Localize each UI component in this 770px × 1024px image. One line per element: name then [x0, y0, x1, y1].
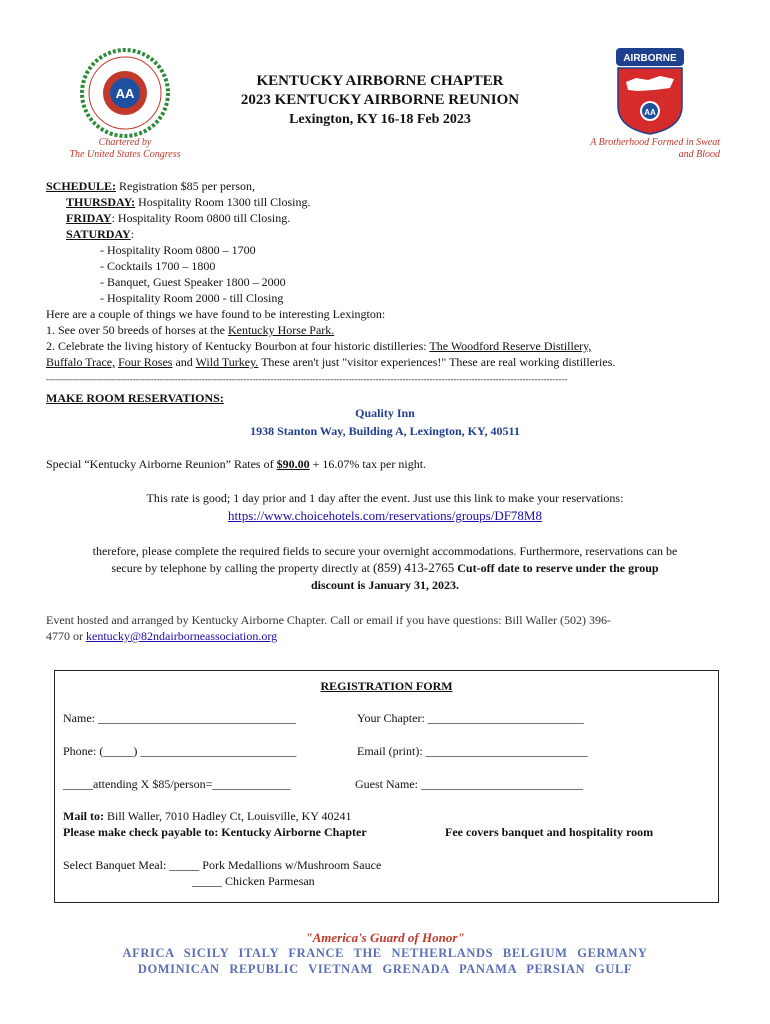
chartered-by-caption: [40, 137, 210, 161]
fee-coverage-text: Fee covers banquet and hospitality room: [445, 825, 654, 839]
brotherhood-line-2: and Blood: [678, 149, 720, 160]
chartered-line-1: Chartered by: [98, 137, 152, 148]
room-rate: $90.00: [276, 457, 310, 471]
chapter-field[interactable]: Your Chapter: __________________________: [357, 711, 584, 725]
svg-text:AIRBORNE: AIRBORNE: [623, 53, 677, 64]
cutoff-text-1: Cut-off date to reserve under the group: [454, 561, 659, 575]
and-text: and: [172, 355, 196, 369]
guard-of-honor-motto: "America's Guard of Honor": [305, 930, 465, 945]
cutoff-text-2: discount is January 31, 2023.: [310, 578, 460, 592]
saturday-line: [66, 226, 134, 242]
things-item-1: [46, 322, 334, 338]
things-item-2: [46, 338, 591, 354]
name-field[interactable]: Name: _________________________________: [63, 711, 296, 725]
hotel-address: 1938 Stanton Way, Building A, Lexington, KY, 40511: [250, 424, 520, 438]
guest-name-field[interactable]: Guest Name: ___________________________: [355, 777, 583, 791]
check-payable-text: Please make check payable to: Kentucky Airborne Chapter: [63, 825, 367, 839]
things-item-1-text: 1. See over 50 breeds of horses at the: [46, 323, 228, 337]
campaign-countries-line-1: AFRICA SICILY ITALY FRANCE THE NETHERLANDS BELGIUM GERMANY: [122, 946, 648, 960]
reservation-instructions-line-1: therefore, please complete the required fields to secure your overnight accommodations. Furthermore, reservations can be: [92, 544, 678, 558]
registration-form-title: REGISTRATION FORM: [320, 679, 453, 693]
things-item-2-text: 2. Celebrate the living history of Kentucky Bourbon at four historic distilleries:: [46, 339, 430, 353]
campaign-countries-line-2: DOMINICAN REPUBLIC VIETNAM GRENADA PANAMA PERSIAN GULF: [137, 962, 633, 976]
things-intro: Here are a couple of things we have found to be interesting Lexington:: [46, 307, 386, 321]
svg-text:AA: AA: [115, 86, 135, 101]
schedule-label: SCHEDULE:: [46, 179, 117, 193]
saturday-item: - Banquet, Guest Speaker 1800 – 2000: [100, 275, 286, 289]
title-location-dates: Lexington, KY 16-18 Feb 2023: [289, 112, 471, 127]
phone-field[interactable]: Phone: (_____) __________________________: [63, 744, 297, 758]
contact-email-link[interactable]: kentucky@82ndairborneassociation.org: [86, 629, 278, 643]
reservation-link-row: [0, 508, 770, 524]
things-item-2-suffix: These aren't just "visitor experiences!" These are real working distilleries.: [258, 355, 616, 369]
email-field[interactable]: Email (print): ___________________________: [357, 744, 588, 758]
reservations-heading: MAKE ROOM RESERVATIONS:: [46, 391, 224, 405]
airborne-kentucky-shield-logo: [614, 46, 686, 136]
saturday-label: SATURDAY: [66, 227, 131, 241]
reservation-instructions-line-2: [0, 560, 770, 576]
svg-text:AA: AA: [644, 108, 656, 117]
call-property-text: secure by telephone by calling the property directly at: [111, 561, 373, 575]
friday-label: FRIDAY: [66, 211, 112, 225]
schedule-line: [46, 178, 255, 194]
woodford-reserve-link[interactable]: The Woodford Reserve Distillery,: [429, 339, 592, 353]
mail-to-line: [63, 809, 352, 824]
brotherhood-line-1: A Brotherhood Formed in Sweat: [590, 137, 720, 148]
saturday-item: - Hospitality Room 2000 - till Closing: [100, 291, 284, 305]
attending-count-field[interactable]: _____attending X $85/person=_____________: [63, 777, 291, 791]
thursday-text: Hospitality Room 1300 till Closing.: [135, 195, 311, 209]
contact-phone-suffix: 4770 or: [46, 629, 86, 643]
special-rate-line: [46, 456, 426, 472]
saturday-colon: :: [130, 227, 135, 241]
saturday-item: - Cocktails 1700 – 1800: [100, 259, 216, 273]
saturday-item: - Hospitality Room 0800 – 1700: [100, 243, 256, 257]
special-rate-text: Special “Kentucky Airborne Reunion” Rates of: [46, 457, 277, 471]
friday-text: : Hospitality Room 0800 till Closing.: [111, 211, 291, 225]
wild-turkey-link[interactable]: Wild Turkey.: [195, 355, 259, 369]
rate-validity-text: This rate is good; 1 day prior and 1 day after the event. Just use this link to make your reservations:: [146, 491, 624, 505]
title-reunion: 2023 KENTUCKY AIRBORNE REUNION: [240, 92, 520, 108]
kentucky-horse-park-link[interactable]: Kentucky Horse Park.: [227, 323, 335, 337]
reservation-url-link[interactable]: https://www.choicehotels.com/reservations/groups/DF78M8: [227, 508, 542, 523]
banquet-meal-option-pork[interactable]: Select Banquet Meal: _____ Pork Medallions w/Mushroom Sauce: [63, 858, 382, 872]
title-chapter: KENTUCKY AIRBORNE CHAPTER: [256, 73, 504, 89]
mail-to-label: Mail to:: [63, 809, 104, 823]
dashed-divider: ------------------------------------------------------------------------------------------------------------------------------------------------------------------------------: [46, 374, 568, 384]
things-item-2-continued: [46, 354, 615, 370]
mail-address: Bill Waller, 7010 Hadley Ct, Louisville, KY 40241: [104, 809, 352, 823]
buffalo-trace-link[interactable]: Buffalo Trace,: [46, 355, 116, 369]
chartered-line-2: The United States Congress: [69, 149, 181, 160]
registration-fee-text: Registration $85 per person,: [116, 179, 255, 193]
four-roses-link[interactable]: Four Roses: [118, 355, 173, 369]
hotel-name: Quality Inn: [355, 406, 415, 420]
banquet-meal-option-chicken[interactable]: _____ Chicken Parmesan: [192, 874, 315, 888]
thursday-line: [66, 194, 311, 210]
hotel-phone: (859) 413-2765: [373, 560, 455, 575]
association-seal-logo: [80, 48, 170, 138]
contact-line-2: [46, 628, 277, 644]
thursday-label: THURSDAY:: [66, 195, 136, 209]
document-title: [180, 72, 580, 129]
registration-form: [54, 670, 719, 903]
friday-line: [66, 210, 290, 226]
brotherhood-caption: [560, 137, 720, 161]
contact-line-1: Event hosted and arranged by Kentucky Airborne Chapter. Call or email if you have questions: Bill Waller (502) 396-: [46, 613, 612, 627]
tax-text: + 16.07% tax per night.: [309, 457, 427, 471]
